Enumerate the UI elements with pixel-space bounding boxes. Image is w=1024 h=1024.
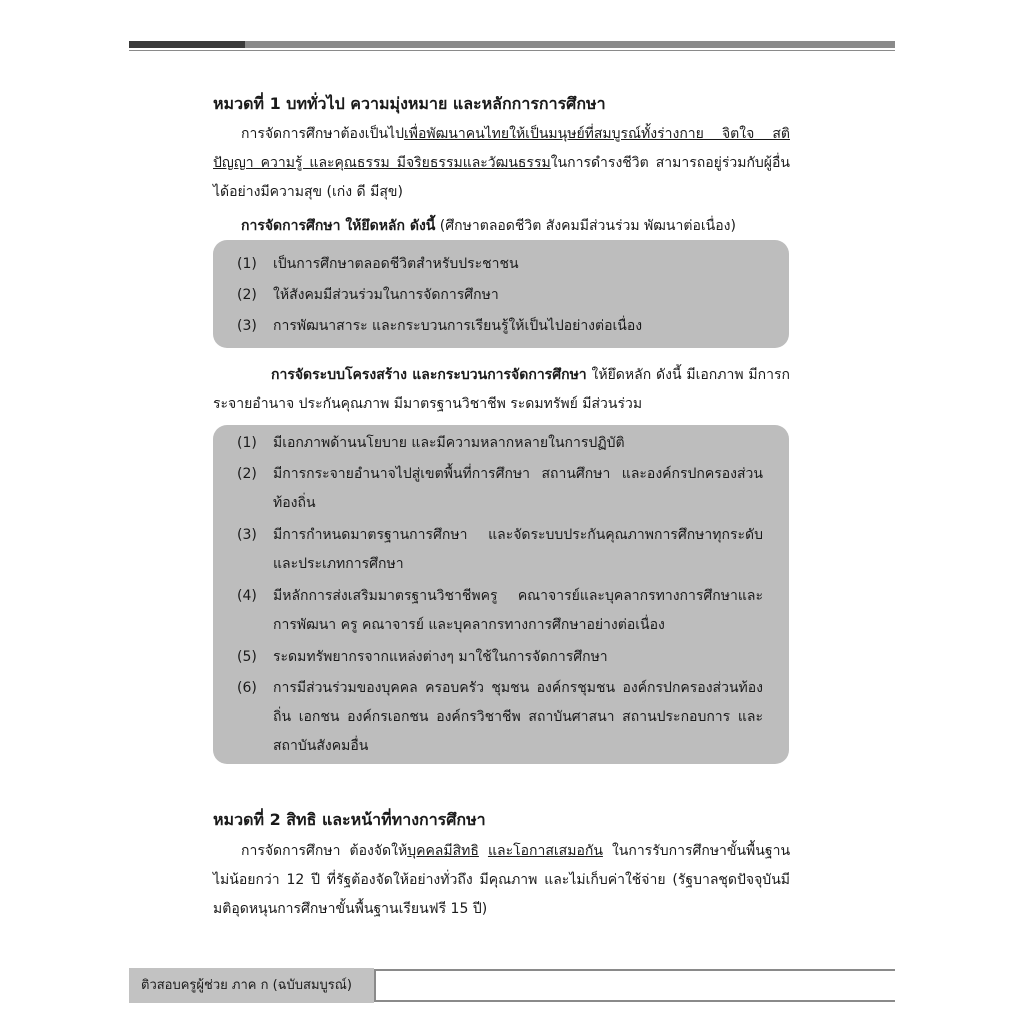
footer-rule-top bbox=[374, 969, 895, 971]
section2-para bbox=[213, 837, 790, 924]
principles-lead bbox=[213, 212, 790, 241]
structure-lead bbox=[213, 361, 790, 419]
item-text: มีการกระจายอำนาจไปสู่เขตพื้นที่การศึกษา สถานศึกษา และองค์กรปกครองส่วนท้องถิ่น bbox=[273, 466, 763, 511]
structure-box bbox=[213, 425, 789, 764]
intro-text-underlined: เพื่อพัฒนาคนไทยให้เป็นมนุษย์ที่สมบูรณ์ทั้งร่างกาย จิตใจ สติปัญญา ความรู้ และคุณธรรม มีจริยธรรมและวัฒนธรรม bbox=[213, 126, 790, 171]
item-text: มีเอกภาพด้านนโยบาย และมีความหลากหลายในการปฏิบัติ bbox=[273, 435, 625, 451]
item-text: การพัฒนาสาระ และกระบวนการเรียนรู้ให้เป็นไปอย่างต่อเนื่อง bbox=[273, 318, 643, 334]
item-number: (5) bbox=[237, 649, 257, 665]
header-rule bbox=[129, 41, 895, 51]
principles-box bbox=[213, 240, 789, 348]
item-number: (2) bbox=[237, 287, 257, 303]
item-number: (3) bbox=[237, 318, 257, 334]
footer-rule-bottom bbox=[374, 1000, 895, 1002]
item-number: (6) bbox=[237, 680, 257, 696]
intro-text-post: ในการดำรงชีวิต สามารถอยู่ร่วมกับผู้อื่นได้อย่างมีความสุข (เก่ง ดี มีสุข) bbox=[213, 155, 790, 200]
item-number: (1) bbox=[237, 256, 257, 272]
item-text: เป็นการศึกษาตลอดชีวิตสำหรับประชาชน bbox=[273, 256, 519, 272]
footer-rule-divider bbox=[374, 969, 376, 1002]
intro-text-pre: การจัดการศึกษาต้องเป็นไป bbox=[241, 126, 404, 142]
item-text: มีการกำหนดมาตรฐานการศึกษา และจัดระบบประกันคุณภาพการศึกษาทุกระดับและประเภทการศึกษา bbox=[273, 527, 763, 572]
section1-heading: หมวดที่ 1 บททั่วไป ความมุ่งหมาย และหลักการการศึกษา bbox=[213, 94, 606, 113]
header-rule-gray bbox=[245, 41, 895, 48]
section2-text-post: ในการรับการศึกษาขั้นพื้นฐานไม่น้อยกว่า 12 ปี ที่รัฐต้องจัดให้อย่างทั่วถึง มีคุณภาพ และไม่เก็บค่าใช้จ่าย (รัฐบาลชุดปัจจุบันมีมติอุดหนุนการศึกษาขั้นพื้นฐานเรียนฟรี 15 ปี) bbox=[213, 843, 791, 917]
structure-item-3 bbox=[237, 521, 763, 579]
principle-item-3 bbox=[237, 312, 763, 341]
section2-heading: หมวดที่ 2 สิทธิ และหน้าที่ทางการศึกษา bbox=[213, 810, 486, 829]
principle-item-1 bbox=[237, 250, 763, 279]
structure-item-2 bbox=[237, 460, 763, 518]
structure-item-6 bbox=[237, 674, 763, 761]
principles-lead-bold: การจัดการศึกษา ให้ยึดหลัก ดังนี้ bbox=[241, 218, 436, 234]
section2-text-mid bbox=[479, 843, 488, 859]
structure-lead-bold: การจัดระบบโครงสร้าง และกระบวนการจัดการศึกษา bbox=[271, 367, 587, 383]
item-number: (2) bbox=[237, 466, 257, 482]
section2-text-pre: การจัดการศึกษา ต้องจัดให้ bbox=[241, 843, 408, 859]
item-text: ให้สังคมมีส่วนร่วมในการจัดการศึกษา bbox=[273, 287, 499, 303]
principles-lead-rest: (ศึกษาตลอดชีวิต สังคมมีส่วนร่วม พัฒนาต่อเนื่อง) bbox=[435, 218, 736, 234]
footer-label: ติวสอบครูผู้ช่วย ภาค ก (ฉบับสมบูรณ์) bbox=[129, 968, 374, 1003]
item-text: ระดมทรัพยากรจากแหล่งต่างๆ มาใช้ในการจัดการศึกษา bbox=[273, 649, 608, 665]
item-number: (1) bbox=[237, 435, 257, 451]
item-number: (3) bbox=[237, 527, 257, 543]
structure-item-1 bbox=[237, 429, 763, 458]
header-rule-dark bbox=[129, 41, 245, 48]
structure-item-5 bbox=[237, 643, 763, 672]
item-number: (4) bbox=[237, 588, 257, 604]
item-text: การมีส่วนร่วมของบุคคล ครอบครัว ชุมชน องค์กรชุมชน องค์กรปกครองส่วนท้องถิ่น เอกชน องค์กรเอกชน องค์กรวิชาชีพ สถาบันศาสนา สถานประกอบการ และสถาบันสังคมอื่น bbox=[273, 680, 763, 754]
header-rule-thin bbox=[129, 50, 895, 51]
section2-text-underlined-opportunity: และโอกาสเสมอกัน bbox=[487, 843, 603, 859]
section1-intro bbox=[213, 120, 790, 207]
item-text: มีหลักการส่งเสริมมาตรฐานวิชาชีพครู คณาจารย์และบุคลากรทางการศึกษาและการพัฒนา ครู คณาจารย์ และบุคลากรทางการศึกษาอย่างต่อเนื่อง bbox=[273, 588, 763, 633]
section2-text-underlined-rights: บุคคลมีสิทธิ bbox=[407, 843, 479, 859]
structure-lead-rest: ให้ยึดหลัก ดังนี้ มีเอกภาพ มีการกระจายอำนาจ ประกันคุณภาพ มีมาตรฐานวิชาชีพ ระดมทรัพย์ มีส่วนร่วม bbox=[213, 367, 790, 412]
principle-item-2 bbox=[237, 281, 763, 310]
structure-item-4 bbox=[237, 582, 763, 640]
